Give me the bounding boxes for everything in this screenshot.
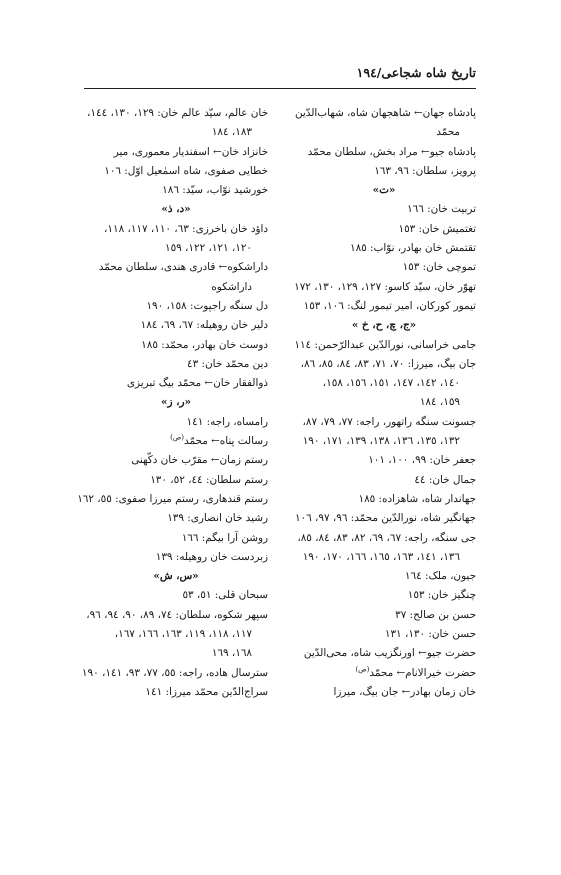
entry-text: جهانگیر شاه، نورالدّین محمّد: ٩٦، ٩٧، ١٠٦ [294,512,476,525]
entry-text: خورشید نوّاب، سیّد: ١٨٦ [162,184,268,197]
index-entry [292,297,476,316]
index-entry-continuation [84,625,268,644]
index-entry [84,220,268,239]
entry-text: جیون، ملک: ١٦٤ [404,570,476,583]
index-entry [292,606,476,625]
index-entry [84,258,268,277]
index-entry [292,567,476,586]
entry-text: «س، ش» [153,570,199,583]
entry-text: جهاندار شاه، شاهزاده: ١٨٥ [358,492,476,505]
entry-text: سبحان قلی: ٥١، ٥٣ [182,589,268,602]
entry-text: ١٥٩، ١٨٤ [419,396,460,409]
entry-text: رسالت پناه← محمّد [184,435,268,448]
index-section-heading [292,181,476,200]
entry-text: محمّد [436,126,460,139]
index-entry-continuation [292,393,476,412]
index-section-heading [84,200,268,219]
entry-text: حضرت خیرالانام← محمّد [369,666,476,679]
entry-honorific: (ص) [170,433,185,442]
index-entry [292,644,476,663]
entry-text: «ج، چ، ح، خ » [351,319,417,332]
index-entry [292,278,476,297]
entry-text: خان زمان بهادر← جان بیگ، میرزا [333,685,476,698]
entry-text: تهوّر خان، سیّد کاسو: ١٢٧، ١٢٩، ١٣٠، ١٧٢ [294,280,476,293]
entry-text: خان عالم، سیّد عالم خان: ١٢٩، ١٣٠، ١٤٤، [87,107,268,119]
index-entry [84,451,268,470]
index-entry [292,355,476,374]
index-section-heading [292,316,476,335]
index-column-left [77,104,268,702]
index-entry [84,471,268,490]
index-entry [292,586,476,605]
entry-text: خانزاد خان← اسفندیار معموری، میر [113,145,268,158]
index-entry [292,143,476,162]
entry-text: تموچی خان: ١٥٣ [402,261,476,274]
index-entry [84,683,268,702]
index-entry [81,664,268,683]
index-entry [292,104,476,123]
index-entry-continuation [84,644,268,663]
entry-text: سپهر شکوه، سلطان: ٧٤، ٨٩، ٩٠، ٩٤، ٩٦، [86,608,268,621]
entry-text: رستم قندهاری، رستم میرزا صفوی: ٥٥، ١٦٢ [77,492,268,505]
entry-text: پادشاه جهان← شاهجهان شاه، شهاب‌الدّین [295,107,476,119]
index-entry [84,104,268,123]
entry-text: داؤد خان باخرزی: ٦٣، ١١٠، ١١٧، ١١٨، [104,222,268,235]
index-entry [292,220,476,239]
entry-text: دین محمّد خان: ٤٣ [187,357,268,370]
index-entry [292,490,476,509]
entry-honorific: (ص) [355,665,370,674]
index-entry [84,586,268,605]
entry-text: ١٤٠، ١٤٢، ١٤٧، ١٥١، ١٥٦، ١٥٨، [322,377,460,390]
entry-text: ١١٧، ١١٨، ١١٩، ١٦٣، ١٦٦، ١٦٧، [114,628,252,641]
index-entry [292,239,476,258]
index-entry [84,181,268,200]
index-entry-continuation [292,548,476,567]
index-entry [292,336,476,355]
index-entry-continuation [292,432,476,451]
entry-text: جامی خراسانی، نورالدّین عبدالرّحمن: ١١٤ [294,338,476,351]
index-entry [292,509,476,528]
entry-text: تیمور کورکان، امیر تیمور لنگ: ١٠٦، ١٥٣ [303,299,476,312]
entry-text: جسونت سنگه راتهور، راجه: ٧٧، ٧٩، ٨٧، [302,415,476,428]
entry-text: رشید خان انصاری: ١٣٩ [167,512,268,525]
index-entry [84,374,268,393]
index-entry [84,548,268,567]
entry-text: ١٨٣، ١٨٤ [211,126,252,139]
entry-text: داراشکوه← قادری هندی، سلطان محمّد [98,261,268,274]
index-section-heading [84,567,268,586]
entry-text: تقتمش خان بهادر، نوّاب: ١٨٥ [350,242,476,255]
index-entry [84,162,268,181]
entry-text: پرویز، سلطان: ٩٦، ١٦٣ [374,164,476,177]
entry-text: «د، ذ» [161,203,191,216]
entry-text: حسن بن صالح: ٣٧ [395,608,476,621]
index-entry [292,162,476,181]
entry-text: سراج‌الدّین محمّد میرزا: ١٤١ [145,685,268,698]
entry-text: زبردست خان روهیله: ١٣٩ [155,550,268,563]
entry-text: چنگیز خان: ١٥٣ [407,589,476,602]
entry-text: حسن خان: ١٣٠، ١٣١ [384,628,476,641]
index-entry [84,336,268,355]
index-entry [292,529,476,548]
entry-text: رستم سلطان: ٤٤، ٥٢، ١٣٠ [150,473,268,486]
entry-text: رستم زمان← مقرّب خان دکّهنی [131,454,268,467]
entry-text: دوست خان بهادر، محمّد: ١٨٥ [141,338,268,351]
index-entry [84,297,268,316]
entry-text: داراشکوه [211,280,252,293]
entry-text: «ر، ز» [161,396,191,409]
entry-text: ١٣٢، ١٣٥، ١٣٦، ١٣٨، ١٣٩، ١٧١، ١٩٠ [302,435,460,448]
index-entry [292,471,476,490]
index-entry [292,413,476,432]
entry-text: ١٣٦، ١٤١، ١٦٣، ١٦٥، ١٦٦، ١٧٠، ١٩٠ [302,550,460,563]
index-entry [77,490,268,509]
index-entry [84,432,268,451]
index-entry [292,200,476,219]
index-entry-continuation [292,123,476,142]
index-entry-continuation [84,239,268,258]
index-entry [84,606,268,625]
entry-text: ١٦٨، ١٦٩ [211,647,252,660]
entry-text: تربیت خان: ١٦٦ [407,203,476,216]
index-column-right [292,104,476,702]
entry-text: جعفر خان: ٩٩، ١٠٠، ١٠١ [368,454,476,467]
index-entry [84,316,268,335]
index-entry [84,413,268,432]
entry-text: ١٢٠، ١٢١، ١٢٢، ١٥٩ [164,242,252,255]
index-entry [292,258,476,277]
index-entry-continuation [84,123,268,142]
index-entry [292,625,476,644]
entry-text: سترسال هاده، راجه: ٥٥، ٧٧، ٩٣، ١٤١، ١٩٠ [81,666,268,679]
entry-text: ذوالفقار خان← محمّد بیگ تبریزی [126,377,268,390]
index-entry [84,529,268,548]
entry-text: حضرت جیو← اورنگزیب شاه، محی‌الدّین [303,647,476,660]
entry-text: جمال خان: ٤٤ [414,473,476,486]
entry-text: رامساه، راجه: ١٤١ [186,415,268,428]
entry-text: خطایی صفوی، شاه اسمٰعیل اوّل: ١٠٦ [104,164,268,177]
entry-text: پادشاه جیو← مراد بخش، سلطان محمّد [307,145,476,158]
index-entry [292,664,476,683]
index-entry-continuation [84,278,268,297]
index-entry [292,451,476,470]
entry-text: دلیر خان روهیله: ٦٧، ٦٩، ١٨٤ [140,319,268,332]
entry-text: دل سنگه راجپوت: ١٥٨، ١٩٠ [146,299,268,312]
entry-text: تغتمیش خان: ١٥٣ [398,222,476,235]
index-entry [292,683,476,702]
entry-text: جان بیگ، میرزا: ٧٠، ٧١، ٨٣، ٨٤، ٨٥، ٨٦، [300,357,476,370]
entry-text: «ت» [372,184,396,197]
page-header: تاریخ شاه شجاعی/١٩٤ [84,66,476,89]
index-section-heading [84,393,268,412]
index-entry-continuation [292,374,476,393]
entry-text: روشن آرا بیگم: ١٦٦ [181,531,268,544]
index-entry [84,509,268,528]
index-entry [84,143,268,162]
entry-text: جی سنگه، راجه: ٦٧، ٦٩، ٨٢، ٨٣، ٨٤، ٨٥، [297,531,476,544]
index-entry [84,355,268,374]
